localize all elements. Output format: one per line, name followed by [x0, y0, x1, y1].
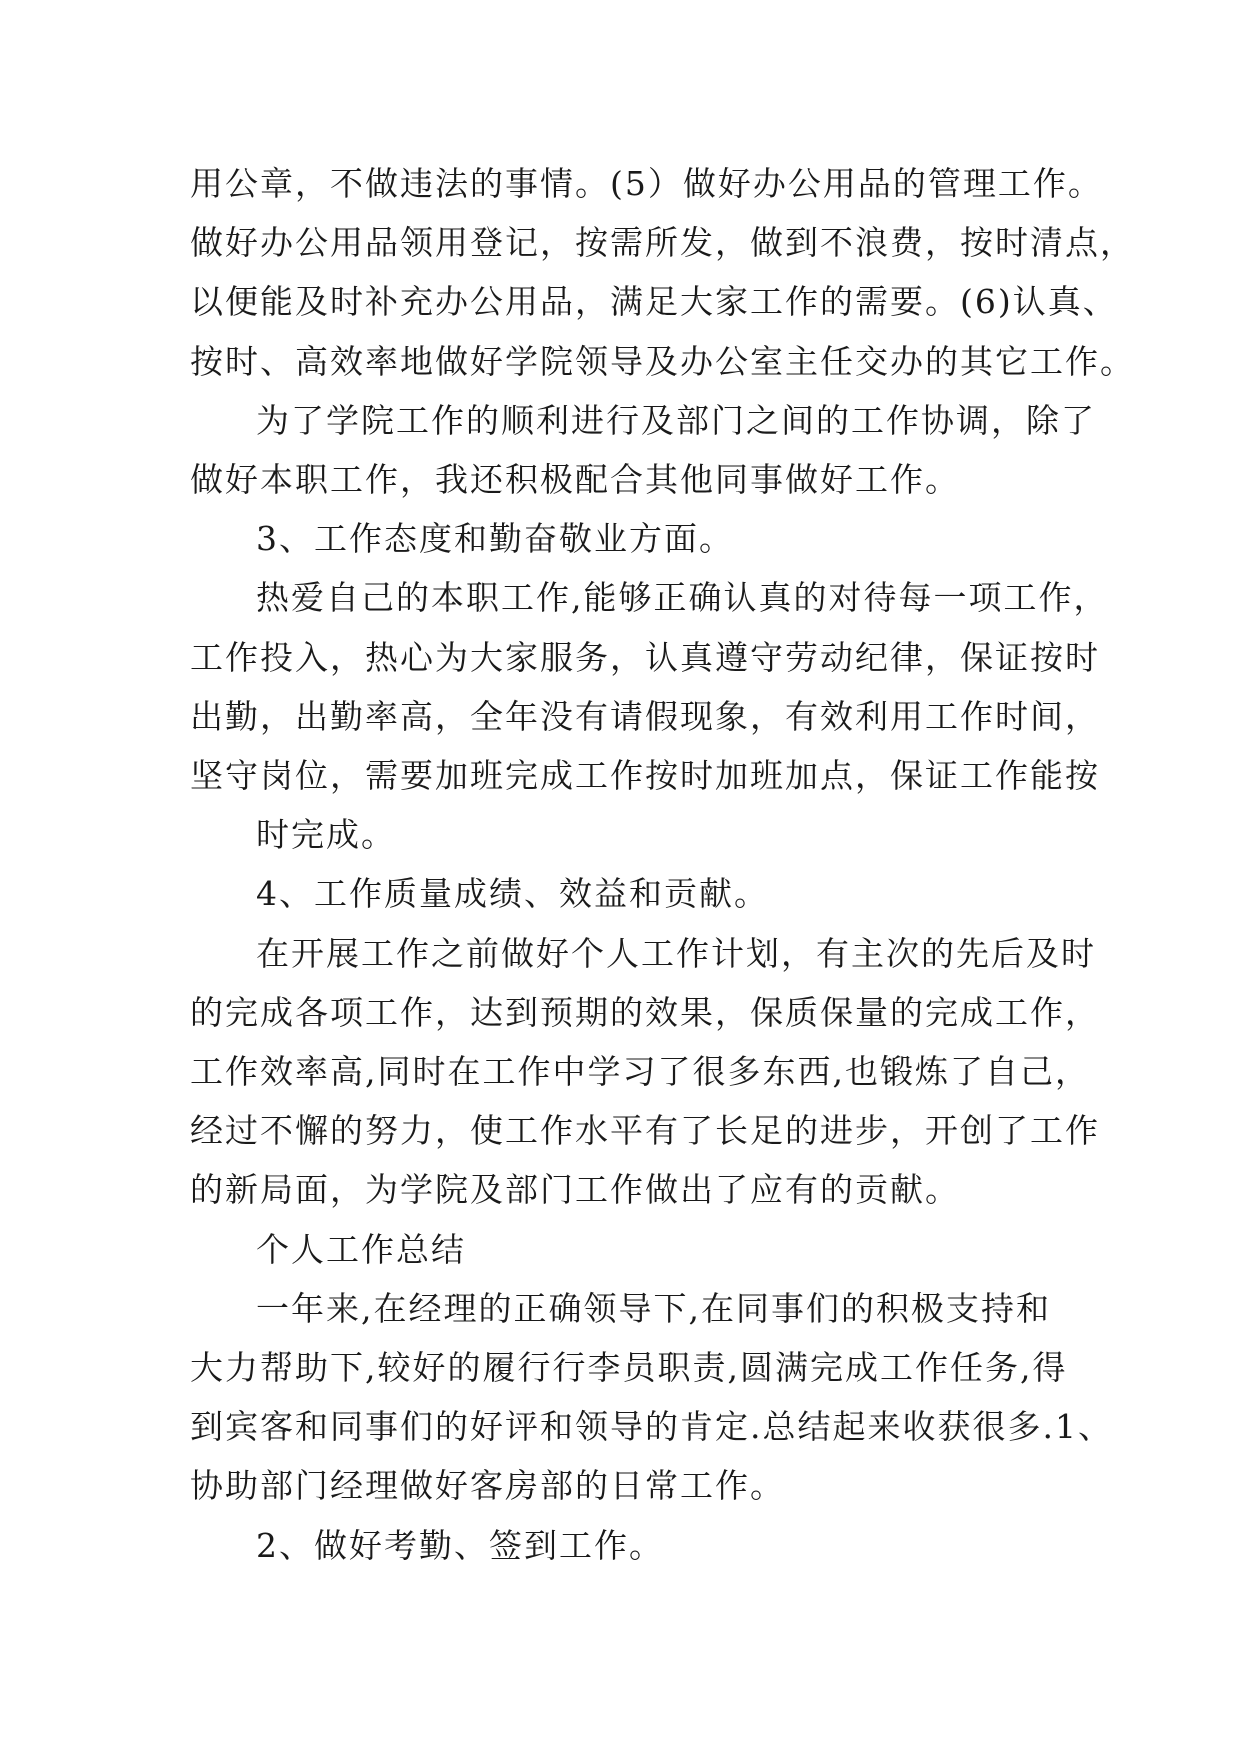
text-line: 工作效率高,同时在工作中学习了很多东西,也锻炼了自己， — [190, 1052, 1090, 1091]
section-heading: 2、做好考勤、签到工作。 — [256, 1526, 664, 1565]
text-line: 做好本职工作，我还积极配合其他同事做好工作。 — [190, 460, 960, 499]
text-line: 的完成各项工作，达到预期的效果，保质保量的完成工作， — [190, 993, 1100, 1032]
section-heading: 3、工作态度和勤奋敬业方面。 — [256, 519, 734, 558]
text-line: 的新局面，为学院及部门工作做出了应有的贡献。 — [190, 1170, 960, 1209]
text-line: 出勤，出勤率高，全年没有请假现象，有效利用工作时间， — [190, 697, 1100, 736]
text-line: 做好办公用品领用登记，按需所发，做到不浪费，按时清点， — [190, 223, 1135, 262]
text-line: 到宾客和同事们的好评和领导的肯定.总结起来收获很多.1、 — [190, 1407, 1113, 1446]
text-line: 为了学院工作的顺利进行及部门之间的工作协调，除了 — [256, 401, 1096, 440]
text-line: 坚守岗位，需要加班完成工作按时加班加点，保证工作能按 — [190, 756, 1100, 795]
text-line: 时完成。 — [256, 815, 396, 854]
text-line: 工作投入，热心为大家服务，认真遵守劳动纪律，保证按时 — [190, 638, 1100, 677]
text-line: 按时、高效率地做好学院领导及办公室主任交办的其它工作。 — [190, 342, 1135, 381]
text-line: 在开展工作之前做好个人工作计划，有主次的先后及时 — [256, 934, 1096, 973]
section-heading: 个人工作总结 — [256, 1230, 466, 1269]
text-line: 经过不懈的努力，使工作水平有了长足的进步，开创了工作 — [190, 1111, 1100, 1150]
text-line: 一年来,在经理的正确领导下,在同事们的积极支持和 — [256, 1289, 1051, 1328]
text-line: 协助部门经理做好客房部的日常工作。 — [190, 1466, 785, 1505]
text-line: 用公章，不做违法的事情。(5）做好办公用品的管理工作。 — [190, 164, 1103, 203]
text-line: 以便能及时补充办公用品，满足大家工作的需要。(6)认真、 — [190, 282, 1118, 321]
text-line: 热爱自己的本职工作,能够正确认真的对待每一项工作， — [256, 578, 1109, 617]
section-heading: 4、工作质量成绩、效益和贡献。 — [256, 874, 769, 913]
text-line: 大力帮助下,较好的履行行李员职责,圆满完成工作任务,得 — [190, 1348, 1068, 1387]
